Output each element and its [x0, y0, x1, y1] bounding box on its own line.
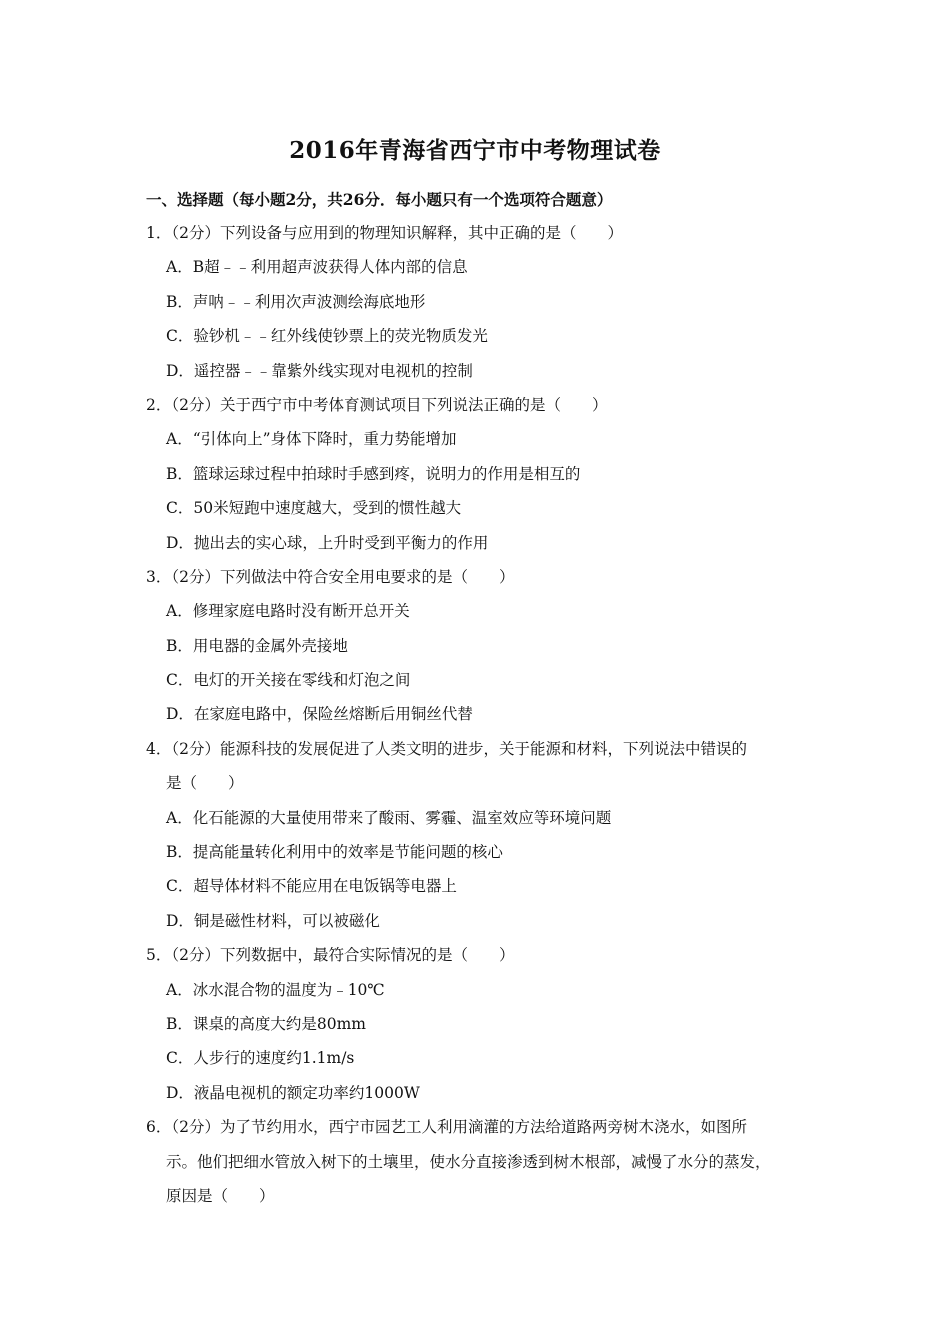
question-stem	[146, 392, 826, 426]
section-heading: 一、选择题（每小题2分，共26分．每小题只有一个选项符合题意）	[146, 190, 613, 209]
question-text: 示。他们把细水管放入树下的土壤里，使水分直接渗透到树木根部，减慢了水分的蒸发，	[166, 1152, 771, 1171]
question-text: 下列做法中符合安全用电要求的是（ ）	[220, 567, 515, 586]
question-number: 4．	[146, 739, 172, 758]
question-number: 5．	[146, 946, 172, 965]
question-text: 能源科技的发展促进了人类文明的进步，关于能源和材料，下列说法中错误的	[220, 739, 748, 758]
question-stem-continuation	[146, 770, 826, 804]
question-text: 为了节约用水，西宁市园艺工人利用滴灌的方法给道路两旁树木浇水，如图所	[220, 1118, 748, 1137]
question-number: 1．	[146, 224, 172, 242]
answer-option: C．50米短跑中速度越大，受到的惯性越大	[166, 499, 462, 518]
question-text: 下列数据中，最符合实际情况的是（ ）	[220, 946, 515, 965]
answer-option: B．用电器的金属外壳接地	[166, 636, 348, 655]
answer-option: D．液晶电视机的额定功率约1000W	[166, 1083, 420, 1102]
answer-option: C．验钞机﹣﹣红外线使钞票上的荧光物质发光	[166, 327, 488, 346]
answer-option: A．B超﹣﹣利用超声波获得人体内部的信息	[166, 258, 468, 277]
answer-option: D．遥控器﹣﹣靠紫外线实现对电视机的控制	[166, 361, 473, 380]
answer-option: D．在家庭电路中，保险丝熔断后用铜丝代替	[166, 705, 473, 724]
question-text: 下列设备与应用到的物理知识解释，其中正确的是（ ）	[220, 224, 624, 242]
question-number: 3．	[146, 567, 172, 586]
question-stem-continuation	[146, 1149, 826, 1183]
answer-option: B．篮球运球过程中拍球时手感到疼，说明力的作用是相互的	[166, 464, 581, 483]
question-stem	[146, 220, 826, 254]
question-number: 2．	[146, 395, 172, 414]
answer-option: B．课桌的高度大约是80mm	[166, 1014, 367, 1033]
answer-option: D．抛出去的实心球，上升时受到平衡力的作用	[166, 533, 489, 552]
question-score: （2分）	[171, 224, 220, 242]
question-score: （2分）	[171, 1118, 220, 1137]
question-score: （2分）	[171, 739, 220, 758]
question-text: 原因是（ ）	[166, 1186, 275, 1205]
page-title: 2016年青海省西宁市中考物理试卷	[289, 137, 661, 164]
question-text: 关于西宁市中考体育测试项目下列说法正确的是（ ）	[220, 395, 608, 414]
question-score: （2分）	[171, 395, 220, 414]
answer-option: C．人步行的速度约1.1m/s	[166, 1049, 355, 1068]
answer-option: B．声呐﹣﹣利用次声波测绘海底地形	[166, 292, 426, 311]
question-number: 6．	[146, 1118, 172, 1137]
answer-option: B．提高能量转化利用中的效率是节能问题的核心	[166, 843, 503, 862]
question-stem	[146, 736, 826, 770]
answer-option: A．“引体向上”身体下降时，重力势能增加	[166, 430, 457, 449]
question-score: （2分）	[171, 946, 220, 965]
question-text: 是（ ）	[166, 774, 244, 793]
question-stem-continuation	[146, 1183, 826, 1217]
answer-option: C．电灯的开关接在零线和灯泡之间	[166, 671, 411, 690]
answer-option: A．修理家庭电路时没有断开总开关	[166, 602, 410, 621]
question-list	[146, 220, 826, 1217]
question-stem	[146, 1114, 826, 1148]
question-stem	[146, 942, 826, 976]
answer-option: A．冰水混合物的温度为﹣10℃	[166, 980, 385, 999]
question-score: （2分）	[171, 567, 220, 586]
answer-option: C．超导体材料不能应用在电饭锅等电器上	[166, 877, 457, 896]
answer-option: A．化石能源的大量使用带来了酸雨、雾霾、温室效应等环境问题	[166, 808, 612, 827]
answer-option: D．铜是磁性材料，可以被磁化	[166, 911, 380, 930]
question-stem	[146, 564, 826, 598]
